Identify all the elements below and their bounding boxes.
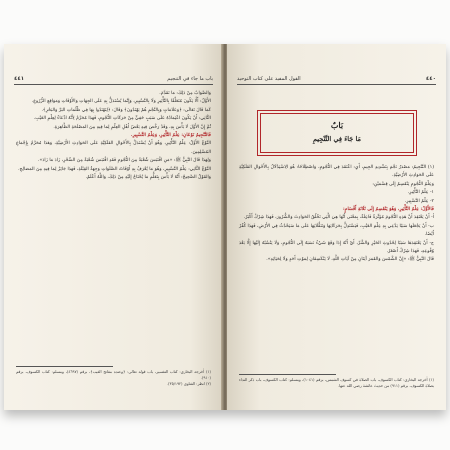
paragraph: وَعِلْمُ النُّجُومِ يَنْقَسِمُ إِلَى قِسْمَيْنِ: [372,181,434,187]
paragraph: النَّوْعُ الأَوَّلُ: عِلْمُ التَّأْثِيرِ، وَهُوَ أَنْ يُسْتَدَلَّ بِالأَحْوَالِ الفَلَكِيَّةِ عَلَى الحَوَادِثِ الأَرْضِيَّةِ، وَهَذَا مُحَرَّمٌ بِإِجْمَاعِ المُسْلِمِينَ. [16,141,211,155]
paragraph: قَالَ النَّبِيُّ ﷺ: «إِنَّ الشَّمْسَ وَالقَمَرَ آيَتَانِ مِنْ آيَاتِ اللَّهِ، لَا يَنْكَسِفَانِ لِمَوْتِ أَحَدٍ وَلَا لِحَيَاتِهِ». [266,257,434,263]
chapter-title: مَا جَاءَ فِي التَّنْجِيمِ [312,135,362,143]
paragraph: ج- أَنْ يَعْتَقِدَهَا سَبَبًا لِحُدُوثِ الخَيْرِ وَالشَّرِّ، أَيْ أَنَّهُ إِذَا وَقَعَ شَيْءٌ نَسَبَهُ إِلَى النُّجُومِ، وَلَا يَنْسُبُهُ إِلَيْهَا إِلَّا بَعْدَ وُقُوعِهِ، فَهَذَا شِرْكٌ أَصْغَرُ. [239,240,434,255]
right-page-number: ٤٤٠ [425,76,436,82]
left-page [4,44,223,410]
right-running-header: القول المفيد على كتاب التوحيد [237,76,301,82]
footnote-divider [239,374,336,375]
footnote: (١) أخرجه البخاري: كتاب التفسير، باب قوله تعالى: ﴿وعنده مفاتح الغيب﴾، برقم (٤٦٩٧)، ومسلم: كتاب الكسوف، برقم (٩١٠). [16,369,211,381]
paragraph-heading: فَالتَّنْجِيمُ نَوْعَانِ: عِلْمُ التَّأْثِيرِ، وَعِلْمُ التَّسْيِيرِ. [130,133,211,139]
paragraph-heading: فَالأَوَّلُ: عِلْمُ التَّأْثِيرِ، وَهُوَ يَنْقَسِمُ إِلَى ثَلَاثَةِ أَقْسَامٍ: [342,207,434,213]
paragraph: وَلِهَذَا قَالَ النَّبِيُّ ﷺ: «مَنِ اقْتَبَسَ شُعْبَةً مِنَ النُّجُومِ فَقَدِ اقْتَبَسَ شُعْبَةً مِنَ السِّحْرِ، زَادَ مَا زَادَ». [38,158,211,164]
paragraph: كَمَا قَالَ تَعَالَى: ﴿وَعَلَامَاتٍ وَبِالنَّجْمِ هُمْ يَهْتَدُونَ﴾ وَقَالَ: ﴿لِتَهْتَدُوا بِهَا فِي ظُلُمَاتِ البَرِّ وَالبَحْرِ﴾. [41,107,211,113]
paragraph: وَالقَوْلُ الصَّحِيحُ: أَنَّهُ لَا بَأْسَ بِتَعَلُّمِ مَا يُحْتَاجُ إِلَيْهِ مِنْ ذَلِكَ، وَاللَّهُ أَعْلَمُ. [85,175,211,181]
left-footnotes [16,369,211,388]
left-body-text [16,90,211,182]
paragraph: وَالصَّوَابُ مِنْ ذَلِكَ: مَا تَقَدَّمَ. [159,91,211,96]
left-page-number: ٤٤١ [14,76,25,82]
right-page [227,44,446,410]
paragraph: أ- أَنْ يَعْتَقِدَ أَنَّ هَذِهِ النُّجُومَ مُؤَثِّرَةٌ فَاعِلَةٌ، بِمَعْنَى أَنَّهَا هِيَ الَّتِي تَخْلُقُ الحَوَادِثَ وَالشُّرُورَ، فَهَذَا شِرْكٌ أَكْبَرُ. [243,215,434,221]
right-page-header [237,74,436,85]
paragraph: الثَّانِي: أَنْ يَكُونَ اعْتِمَادُهُ عَلَى سَبَبٍ خَفِيٍّ مِنْ حَرَكَاتِ النُّجُومِ، فَهَذَا مُحَرَّمٌ لِأَنَّهُ ادِّعَاءٌ لِعِلْمِ الغَيْبِ. [33,116,211,122]
footnote-divider [16,366,113,367]
list-item: ٢- عِلْمُ التَّسْيِيرِ. [404,198,434,204]
chapter-word: بَابٌ [330,120,344,130]
paragraph: ثُمَّ إِنَّ الأَوَّلَ لَا بَأْسَ بِهِ، وَقَدْ رَخَّصَ فِيهِ بَعْضُ أَهْلِ العِلْمِ لِمَا فِيهِ مِنَ المَصْلَحَةِ الظَّاهِرَةِ. [53,124,211,130]
left-page-header [14,74,213,85]
right-footnotes [239,377,434,389]
footnote: (١) أخرجه البخاري: كتاب الكسوف، باب الصلاة في كسوف الشمس، برقم (١٠٤١)، ومسلم: كتاب الكسوف، باب ذكر النداء بصلاة الكسوف، برقم (٩١١) من حديث عائشة رضي الله عنها. [239,377,434,389]
chapter-title-frame [257,110,417,156]
list-item: ١- عِلْمُ التَّأْثِيرِ. [407,190,434,196]
right-body-text [239,164,434,265]
open-book [4,44,446,410]
footnote: (٢) انظر: الفتاوى (٣٥/١٩٢). [166,381,211,387]
paragraph: ب- أَنْ يَجْعَلَهَا سَبَبًا يَدَّعِي بِهِ عِلْمَ الغَيْبِ، فَيَسْتَدِلُّ بِحَرَكَاتِهَا وَتَنَقُّلَاتِهَا عَلَى مَا سَيَحْدُثُ فِي الأَرْضِ، فَهَذَا كُفْرٌ أَيْضًا. [239,223,434,238]
paragraph: النَّوْعُ الثَّانِي: عِلْمُ التَّسْيِيرِ، وَهُوَ مَا يُعْرَفُ بِهِ أَوْقَاتُ الصَّلَوَاتِ وَجِهَةُ القِبْلَةِ، فَهَذَا جَائِزٌ لِمَا فِيهِ مِنَ المَصَالِحِ. [18,166,211,172]
left-running-header: باب ما جاء في التنجيم [167,76,213,82]
paragraph: الأَوَّلُ: أَلَّا يَكُونَ مُتَعَلِّقًا بِالتَّأْثِيرِ وَلَا بِالتَّسْيِيرِ، وَإِنَّمَا يُسْتَدَلُّ بِهِ عَلَى الجِهَاتِ وَالأَوْقَاتِ وَمَوَاقِعِ الزُّرُوعِ. [31,99,211,105]
paragraph: (١) التَّنْجِيمُ: مَصْدَرُ نَجَّمَ بِتَشْدِيدِ الجِيمِ، أَيِ: اعْتَقَدَ فِي النُّجُومِ، وَاصْطِلَاحًا: هُوَ الِاسْتِدْلَالُ بِالأَحْوَالِ الفَلَكِيَّةِ عَلَى الحَوَادِثِ الأَرْضِيَّةِ. [239,165,434,179]
